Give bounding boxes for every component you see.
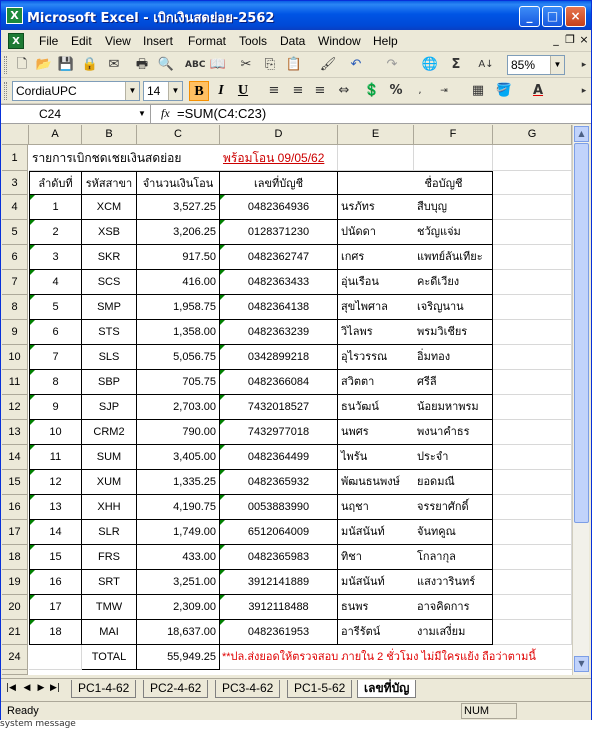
chevron-down-icon[interactable]: ▼: [125, 82, 139, 100]
doc-close-icon[interactable]: ×: [579, 33, 589, 46]
row-header[interactable]: 16: [2, 495, 28, 520]
hyperlink-icon[interactable]: 🌐: [421, 57, 439, 72]
sheet-title: รายการเบิกชดเชยเงินสดย่อย: [29, 145, 220, 171]
account-number-cell[interactable]: 0482363433: [220, 270, 338, 295]
formatting-toolbar: [1, 78, 591, 104]
first-name-cell[interactable]: สวิตตา: [338, 370, 414, 395]
last-name-cell[interactable]: น้อยมหาพรม: [414, 395, 493, 420]
cell-f1[interactable]: [414, 145, 493, 171]
row-header[interactable]: 14: [2, 445, 28, 470]
error-indicator-icon: [30, 620, 35, 625]
ready-label: พร้อมโอน 09/05/62: [220, 145, 338, 171]
column-header-d[interactable]: D: [220, 125, 338, 145]
menu-data[interactable]: Data: [280, 34, 306, 48]
menu-help[interactable]: Help: [373, 34, 398, 48]
taskbar-strip: system message: [0, 720, 592, 724]
error-indicator-icon: [30, 220, 35, 225]
comma-style-icon[interactable]: ,: [418, 85, 422, 96]
seq-cell[interactable]: 12: [29, 470, 82, 495]
underline-button[interactable]: U: [237, 83, 249, 98]
column-header-c[interactable]: C: [137, 125, 220, 145]
last-name-cell[interactable]: ยอดมณี: [414, 470, 493, 495]
branch-code-cell[interactable]: XHH: [82, 495, 137, 520]
align-right-icon[interactable]: ≡: [314, 83, 326, 98]
error-indicator-icon: [220, 620, 225, 625]
error-indicator-icon: [30, 245, 35, 250]
account-number-cell[interactable]: 0482362747: [220, 245, 338, 270]
doc-minimize-icon[interactable]: _: [553, 33, 559, 46]
autosum-icon[interactable]: Σ: [451, 57, 461, 72]
error-indicator-icon: [220, 495, 225, 500]
row-header[interactable]: 20: [2, 595, 28, 620]
first-name-cell[interactable]: ไพรัน: [338, 445, 414, 470]
menu-insert[interactable]: Insert: [143, 34, 174, 48]
error-indicator-icon: [30, 295, 35, 300]
amount-cell[interactable]: 1,958.75: [137, 295, 220, 320]
amount-cell[interactable]: 18,637.00: [137, 620, 220, 645]
copy-icon[interactable]: ⎘: [264, 57, 276, 72]
row-header[interactable]: 4: [2, 195, 28, 220]
fill-color-icon[interactable]: 🪣: [495, 83, 513, 98]
window-title: Microsoft Excel - เบิกเงินสดย่อย-2562: [27, 11, 275, 26]
scroll-thumb[interactable]: [574, 143, 589, 523]
error-indicator-icon: [220, 245, 225, 250]
error-indicator-icon: [30, 420, 35, 425]
first-name-cell[interactable]: เกศร: [338, 245, 414, 270]
sheet-tab-pc1-5-62[interactable]: PC1-5-62: [287, 680, 352, 698]
seq-cell[interactable]: 11: [29, 445, 82, 470]
account-number-cell[interactable]: 7432977018: [220, 420, 338, 445]
last-sheet-icon[interactable]: ▶|: [50, 683, 60, 693]
menu-window[interactable]: Window: [318, 34, 361, 48]
seq-cell[interactable]: 7: [29, 345, 82, 370]
cell-g[interactable]: [493, 595, 572, 620]
font-size-value: 14: [147, 84, 161, 98]
branch-code-cell[interactable]: SLS: [82, 345, 137, 370]
seq-cell[interactable]: 1: [29, 195, 82, 220]
row-header[interactable]: 17: [2, 520, 28, 545]
branch-code-cell[interactable]: XUM: [82, 470, 137, 495]
name-box[interactable]: [1, 105, 151, 123]
amount-cell[interactable]: 1,335.25: [137, 470, 220, 495]
branch-code-cell[interactable]: SCS: [82, 270, 137, 295]
amount-cell[interactable]: 3,527.25: [137, 195, 220, 220]
first-name-cell[interactable]: ธนพร: [338, 595, 414, 620]
error-indicator-icon: [30, 570, 35, 575]
error-indicator-icon: [220, 395, 225, 400]
cell-g[interactable]: [493, 520, 572, 545]
cell-g[interactable]: [493, 220, 572, 245]
scroll-up-icon[interactable]: ▲: [574, 126, 589, 142]
account-number-cell[interactable]: 0482366084: [220, 370, 338, 395]
error-indicator-icon: [220, 220, 225, 225]
close-button[interactable]: ×: [565, 6, 586, 27]
insert-function-icon[interactable]: fx: [161, 106, 170, 120]
menu-format[interactable]: Format: [188, 34, 227, 48]
italic-button[interactable]: I: [218, 83, 224, 98]
last-name-cell[interactable]: เจริญนาน: [414, 295, 493, 320]
cell-g[interactable]: [493, 245, 572, 270]
cell-g[interactable]: [493, 295, 572, 320]
permission-icon[interactable]: 🔒: [81, 57, 99, 72]
menu-tools[interactable]: Tools: [239, 34, 268, 48]
seq-cell[interactable]: 5: [29, 295, 82, 320]
cell-g[interactable]: [493, 420, 572, 445]
row-header[interactable]: 10: [2, 345, 28, 370]
doc-restore-icon[interactable]: ❐: [565, 33, 575, 46]
seq-cell[interactable]: 6: [29, 320, 82, 345]
prev-sheet-icon[interactable]: ◀: [23, 683, 31, 693]
total-label: TOTAL: [82, 645, 137, 670]
row-header[interactable]: 9: [2, 320, 28, 345]
seq-cell[interactable]: 10: [29, 420, 82, 445]
cell-g[interactable]: [493, 370, 572, 395]
first-name-cell[interactable]: นฤชา: [338, 495, 414, 520]
total-note: **ปล.ส่งยอดให้ตรวจสอบ ภายใน 2 ชั่วโมง ไม่มีใครแย้ง ถือว่าตามนี้: [220, 645, 572, 670]
error-indicator-icon: [30, 195, 35, 200]
branch-code-cell[interactable]: SRT: [82, 570, 137, 595]
font-color-icon[interactable]: A: [532, 83, 544, 98]
zoom-value: 85%: [511, 58, 536, 72]
redo-icon[interactable]: ↷: [386, 57, 398, 72]
seq-cell[interactable]: 17: [29, 595, 82, 620]
error-indicator-icon: [30, 345, 35, 350]
font-size-select[interactable]: [143, 81, 183, 101]
last-name-cell[interactable]: งามเสงี่ยม: [414, 620, 493, 645]
toolbar-options-icon[interactable]: ▸: [581, 60, 587, 70]
row-header[interactable]: 21: [2, 620, 28, 645]
header-b: รหัสสาขา: [82, 171, 137, 195]
branch-code-cell[interactable]: FRS: [82, 545, 137, 570]
branch-code-cell[interactable]: TMW: [82, 595, 137, 620]
seq-cell[interactable]: 3: [29, 245, 82, 270]
scroll-down-icon[interactable]: ▼: [574, 656, 589, 672]
error-indicator-icon: [30, 270, 35, 275]
cell-g[interactable]: [493, 320, 572, 345]
first-name-cell[interactable]: นพศร: [338, 420, 414, 445]
sheet-tab-pc1-4-62[interactable]: PC1-4-62: [71, 680, 136, 698]
error-indicator-icon: [220, 320, 225, 325]
first-name-cell[interactable]: วิไลพร: [338, 320, 414, 345]
seq-cell[interactable]: 2: [29, 220, 82, 245]
column-header-g[interactable]: G: [493, 125, 572, 145]
account-number-cell[interactable]: 0482364936: [220, 195, 338, 220]
last-name-cell[interactable]: อิ่มทอง: [414, 345, 493, 370]
last-name-cell[interactable]: ประจำ: [414, 445, 493, 470]
cell-g1[interactable]: [493, 145, 572, 171]
row-header[interactable]: 19: [2, 570, 28, 595]
last-name-cell[interactable]: แสงวารินทร์: [414, 570, 493, 595]
last-name-cell[interactable]: พงนาคำธร: [414, 420, 493, 445]
branch-code-cell[interactable]: XSB: [82, 220, 137, 245]
spelling-icon[interactable]: ABC: [185, 60, 206, 70]
amount-cell[interactable]: 2,703.00: [137, 395, 220, 420]
account-number-cell[interactable]: 0128371230: [220, 220, 338, 245]
first-name-cell[interactable]: ทิชา: [338, 545, 414, 570]
header-a: ลำดับที่: [29, 171, 82, 195]
chevron-down-icon[interactable]: ▼: [138, 109, 146, 118]
last-name-cell[interactable]: จันทคูณ: [414, 520, 493, 545]
error-indicator-icon: [220, 370, 225, 375]
seq-cell[interactable]: 18: [29, 620, 82, 645]
cell-g[interactable]: [493, 495, 572, 520]
toolbar-grip-2[interactable]: [4, 82, 7, 100]
cell-g3[interactable]: [493, 171, 572, 195]
cell-g[interactable]: [493, 545, 572, 570]
amount-cell[interactable]: 5,056.75: [137, 345, 220, 370]
amount-cell[interactable]: 4,190.75: [137, 495, 220, 520]
formula-bar: [1, 104, 591, 124]
amount-cell[interactable]: 3,206.25: [137, 220, 220, 245]
error-indicator-icon: [220, 295, 225, 300]
bold-button[interactable]: B: [189, 81, 209, 101]
account-number-cell[interactable]: 6512064009: [220, 520, 338, 545]
error-indicator-icon: [30, 520, 35, 525]
print-icon[interactable]: 🖶: [135, 57, 149, 72]
header-d: เลขที่บัญชี: [220, 171, 338, 195]
cell-g[interactable]: [493, 395, 572, 420]
amount-cell[interactable]: 1,358.00: [137, 320, 220, 345]
error-indicator-icon: [30, 445, 35, 450]
undo-icon[interactable]: ↶: [350, 57, 362, 72]
menu-bar: [1, 30, 591, 52]
error-indicator-icon: [30, 470, 35, 475]
error-indicator-icon: [220, 545, 225, 550]
formula-input[interactable]: =SUM(C4:C23): [177, 106, 267, 121]
standard-toolbar: [1, 52, 591, 78]
first-sheet-icon[interactable]: |◀: [6, 683, 16, 693]
select-all-corner[interactable]: [2, 125, 29, 145]
currency-icon[interactable]: 💲: [363, 83, 381, 98]
account-number-cell[interactable]: 0482364138: [220, 295, 338, 320]
sort-ascending-icon[interactable]: A↓: [478, 59, 494, 70]
zoom-select[interactable]: [507, 55, 565, 75]
last-name-cell[interactable]: สืบบุญ: [414, 195, 493, 220]
account-number-cell[interactable]: 0482361953: [220, 620, 338, 645]
branch-code-cell[interactable]: XCM: [82, 195, 137, 220]
chevron-down-icon[interactable]: ▼: [168, 82, 182, 100]
last-name-cell[interactable]: แพทย์ลันเทียะ: [414, 245, 493, 270]
toolbar-options-icon-2[interactable]: ▸: [581, 86, 587, 96]
branch-code-cell[interactable]: SKR: [82, 245, 137, 270]
cell-g[interactable]: [493, 345, 572, 370]
first-name-cell[interactable]: อารีรัตน์: [338, 620, 414, 645]
font-name-value: CordiaUPC: [16, 84, 77, 98]
branch-code-cell[interactable]: CRM2: [82, 420, 137, 445]
percent-icon[interactable]: %: [389, 83, 403, 98]
first-name-cell[interactable]: ธนวัฒน์: [338, 395, 414, 420]
branch-code-cell[interactable]: SJP: [82, 395, 137, 420]
row-header[interactable]: 8: [2, 295, 28, 320]
title-bar: [1, 1, 591, 30]
account-number-cell[interactable]: 0342899218: [220, 345, 338, 370]
vertical-scrollbar[interactable]: [572, 125, 589, 675]
row-header[interactable]: 6: [2, 245, 28, 270]
print-preview-icon[interactable]: 🔍: [157, 57, 175, 72]
error-indicator-icon: [220, 345, 225, 350]
error-indicator-icon: [30, 370, 35, 375]
last-name-cell[interactable]: พรมวิเชียร: [414, 320, 493, 345]
account-number-cell[interactable]: 0482365932: [220, 470, 338, 495]
row-header[interactable]: 13: [2, 420, 28, 445]
email-icon[interactable]: ✉: [108, 57, 120, 72]
last-name-cell[interactable]: คะดีเวียง: [414, 270, 493, 295]
seq-cell[interactable]: 4: [29, 270, 82, 295]
menu-view[interactable]: View: [105, 34, 131, 48]
amount-cell[interactable]: 3,405.00: [137, 445, 220, 470]
first-name-cell[interactable]: สุขไพศาล: [338, 295, 414, 320]
menu-edit[interactable]: Edit: [71, 34, 92, 48]
toolbar-grip[interactable]: [4, 56, 7, 74]
seq-cell[interactable]: 15: [29, 545, 82, 570]
seq-cell[interactable]: 8: [29, 370, 82, 395]
seq-cell[interactable]: 14: [29, 520, 82, 545]
amount-cell[interactable]: 917.50: [137, 245, 220, 270]
error-indicator-icon: [220, 595, 225, 600]
error-indicator-icon: [30, 395, 35, 400]
align-center-icon[interactable]: ≡: [292, 83, 304, 98]
merge-center-icon[interactable]: ⇔: [338, 83, 350, 98]
branch-code-cell[interactable]: SBP: [82, 370, 137, 395]
row-header[interactable]: 12: [2, 395, 28, 420]
account-number-cell[interactable]: 3912118488: [220, 595, 338, 620]
row-header-blank: [2, 670, 28, 675]
column-header-a[interactable]: A: [29, 125, 82, 145]
workbook-icon[interactable]: X: [8, 33, 24, 49]
error-indicator-icon: [30, 595, 35, 600]
status-num-lock: NUM: [461, 703, 517, 719]
first-name-cell[interactable]: นรภัทร: [338, 195, 414, 220]
sheet-tab-pc2-4-62[interactable]: PC2-4-62: [143, 680, 208, 698]
worksheet-grid[interactable]: [2, 125, 572, 675]
error-indicator-icon: [220, 270, 225, 275]
cell-e1[interactable]: [338, 145, 414, 171]
account-number-cell[interactable]: 0053883990: [220, 495, 338, 520]
header-c: จำนวนเงินโอน: [137, 171, 220, 195]
error-indicator-icon: [220, 570, 225, 575]
name-box-value: C24: [39, 107, 62, 121]
open-icon[interactable]: 📂: [35, 57, 53, 72]
research-icon[interactable]: 📖: [209, 57, 227, 72]
account-number-cell[interactable]: 7432018527: [220, 395, 338, 420]
error-indicator-icon: [30, 320, 35, 325]
last-name-cell[interactable]: ชวัญแจ่ม: [414, 220, 493, 245]
total-amount[interactable]: 55,949.25: [137, 645, 220, 670]
last-name-cell[interactable]: ศรีลี: [414, 370, 493, 395]
menu-file[interactable]: File: [39, 34, 59, 48]
amount-cell[interactable]: 2,309.00: [137, 595, 220, 620]
branch-code-cell[interactable]: SLR: [82, 520, 137, 545]
sheet-tab-pc3-4-62[interactable]: PC3-4-62: [215, 680, 280, 698]
save-icon[interactable]: 💾: [57, 57, 75, 72]
cell-g[interactable]: [493, 270, 572, 295]
cut-icon[interactable]: ✂: [240, 57, 252, 72]
chevron-down-icon[interactable]: ▼: [550, 56, 564, 74]
row-header[interactable]: 7: [2, 270, 28, 295]
branch-code-cell[interactable]: MAI: [82, 620, 137, 645]
sheet-tab-account[interactable]: เลขที่บัญ: [357, 680, 416, 698]
amount-cell[interactable]: 1,749.00: [137, 520, 220, 545]
amount-cell[interactable]: 416.00: [137, 270, 220, 295]
column-header-f[interactable]: F: [414, 125, 493, 145]
branch-code-cell[interactable]: SMP: [82, 295, 137, 320]
excel-app-icon: X: [6, 7, 23, 24]
last-name-cell[interactable]: โกลากุล: [414, 545, 493, 570]
row-header[interactable]: 5: [2, 220, 28, 245]
account-number-cell[interactable]: 0482364499: [220, 445, 338, 470]
amount-cell[interactable]: 3,251.00: [137, 570, 220, 595]
first-name-cell[interactable]: พัฒนธนพงษ์: [338, 470, 414, 495]
header-account-name: ชื่อบัญชี: [338, 171, 493, 195]
seq-cell[interactable]: 16: [29, 570, 82, 595]
paste-icon[interactable]: 📋: [285, 57, 303, 72]
first-name-cell[interactable]: ปนัดดา: [338, 220, 414, 245]
account-number-cell[interactable]: 0482365983: [220, 545, 338, 570]
align-left-icon[interactable]: ≡: [268, 83, 280, 98]
cell-g[interactable]: [493, 620, 572, 645]
branch-code-cell[interactable]: SUM: [82, 445, 137, 470]
column-header-e[interactable]: E: [338, 125, 414, 145]
cell-g[interactable]: [493, 470, 572, 495]
cell-a24[interactable]: [29, 645, 82, 670]
error-indicator-icon: [30, 545, 35, 550]
increase-indent-icon[interactable]: ⇥: [440, 86, 448, 96]
first-name-cell[interactable]: อุ่นเรือน: [338, 270, 414, 295]
last-name-cell[interactable]: อาจคิดการ: [414, 595, 493, 620]
row-header[interactable]: 24: [2, 645, 28, 670]
font-name-select[interactable]: [12, 81, 140, 101]
row-header[interactable]: 18: [2, 545, 28, 570]
seq-cell[interactable]: 9: [29, 395, 82, 420]
branch-code-cell[interactable]: STS: [82, 320, 137, 345]
first-name-cell[interactable]: มนัสนันท์: [338, 570, 414, 595]
cell-g[interactable]: [493, 445, 572, 470]
amount-cell[interactable]: 433.00: [137, 545, 220, 570]
first-name-cell[interactable]: มนัสนันท์: [338, 520, 414, 545]
amount-cell[interactable]: 705.75: [137, 370, 220, 395]
status-bar: [1, 701, 591, 720]
new-icon[interactable]: 🗋: [16, 57, 28, 72]
row-header[interactable]: 11: [2, 370, 28, 395]
minimize-button[interactable]: _: [519, 6, 540, 27]
cell-g[interactable]: [493, 570, 572, 595]
row-header[interactable]: 3: [2, 171, 28, 195]
first-name-cell[interactable]: อุไรวรรณ: [338, 345, 414, 370]
account-number-cell[interactable]: 3912141889: [220, 570, 338, 595]
account-number-cell[interactable]: 0482363239: [220, 320, 338, 345]
last-name-cell[interactable]: จรรยาศักดิ์: [414, 495, 493, 520]
row-header[interactable]: 15: [2, 470, 28, 495]
cell-g[interactable]: [493, 195, 572, 220]
amount-cell[interactable]: 790.00: [137, 420, 220, 445]
maximize-button[interactable]: □: [542, 6, 563, 27]
format-painter-icon[interactable]: 🖌: [319, 57, 337, 72]
error-indicator-icon: [30, 495, 35, 500]
error-indicator-icon: [220, 195, 225, 200]
seq-cell[interactable]: 13: [29, 495, 82, 520]
error-indicator-icon: [220, 420, 225, 425]
error-indicator-icon: [220, 520, 225, 525]
row-header[interactable]: 1: [2, 145, 28, 171]
sheet-tab-bar: [1, 678, 591, 700]
error-indicator-icon: [220, 470, 225, 475]
next-sheet-icon[interactable]: ▶: [37, 683, 45, 693]
borders-icon[interactable]: ▦: [471, 83, 485, 98]
status-ready: Ready: [7, 705, 39, 717]
error-indicator-icon: [220, 445, 225, 450]
column-header-b[interactable]: B: [82, 125, 137, 145]
